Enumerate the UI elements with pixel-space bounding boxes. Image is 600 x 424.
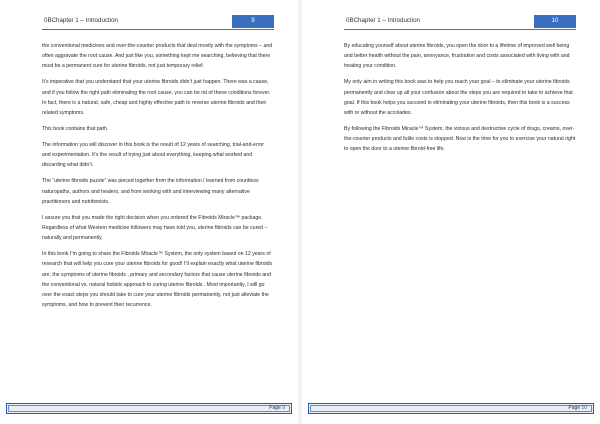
page-footer: [308, 403, 594, 414]
page-header: [344, 15, 576, 29]
header-page-number: 9: [232, 15, 274, 28]
footer-page-label: [269, 405, 285, 412]
header-page-number: 10: [534, 15, 576, 28]
paragraph: My only aim in writing this book was to help you reach your goal – to eliminate your uterine fibroids permanently and clear up all your confusion about the steps you are required to take to achieve that goal. If this book helps you succeed in eliminating your uterine fibroids, then this book is a success with or without the accolades.: [344, 79, 573, 117]
footer-page-word: Page: [269, 405, 281, 411]
header-rule: [42, 29, 274, 30]
page-right: [302, 0, 600, 424]
paragraph: I assure you that you made the right decision when you ordered the Fibroids Miracle™ package. Regardless of what Western medicine followers may have told you, uterine fibroids can be cured – naturally and permanently.: [42, 214, 268, 242]
page-footer: [6, 403, 292, 414]
footer-frame: [8, 405, 290, 412]
page-body: [42, 41, 274, 316]
paragraph: the conventional medicines and over-the-counter products that deal mostly with the symptoms – and often aggravate the root cause. And just like you, something kept me searching, believing that there must be a permanent cure for uterine fibroids, not just temporary relief.: [42, 43, 273, 70]
chapter-title: 0BChapter 1 – Introduction: [346, 17, 420, 24]
footer-page-number: 10: [581, 405, 587, 411]
footer-page-word: Page: [568, 405, 581, 411]
header-rule: [344, 29, 576, 30]
paragraph: This book contains that path.: [42, 126, 109, 133]
paragraph: The “uterine fibroids puzzle” was pieced together from the information I learned from countless naturopaths, authors and healers, and from working with and interviewing many alternative practitioners and nutritionists.: [42, 178, 259, 205]
paragraph: The information you will discover in this book is the result of 12 years of searching, trial-and-error and experimentation. It’s the result of trying just about everything, keeping what worked and discarding what didn’t.: [42, 142, 265, 169]
paragraph: It’s imperative that you understand that your uterine fibroids didn’t just happen. There was a cause, and if you follow the right path eliminating the root cause, you can be rid of these conditions forever. In fact, there is a natural, safe, cheap and highly effective path to reverse uterine fibroids and their related symptoms.: [42, 79, 271, 117]
page-left: [0, 0, 298, 424]
chapter-title: 0BChapter 1 – Introduction: [44, 17, 118, 24]
footer-page-label: [568, 405, 587, 412]
paragraph: By following the Fibroids Miracle™ System, the vicious and destructive cycle of drugs, creams, over-the-counter products and futile costs is stopped. Now is the time for you to exercise your natural right to open the door to a uterine fibroid-free life.: [344, 126, 576, 153]
page-header: [42, 15, 274, 29]
page-body: [344, 41, 576, 160]
footer-frame: [310, 405, 592, 412]
paragraph: By educating yourself about uterine fibroids, you open the door to a lifetime of improved well being and better health without the pain, annoyance, frustration and costs associated with living with and treating your condition.: [344, 43, 570, 70]
footer-page-number: 9: [282, 405, 285, 411]
paragraph: In this book I’m going to share the Fibroids Miracle™ System, the only system based on 12 years of research that will help you cure your uterine fibroids for good! I’ll explain exactly what uterine fibroids are, the symptoms of uterine fibroids , primary and secondary factors that cause uterine fibroids and the conventional vs. natural holistic approach to curing uterine fibroids . Most importantly, I will go over the exact steps you should take to cure your uterine fibroids permanently, not just alleviate the symptoms, and how to prevent their recurrence.: [42, 251, 273, 309]
